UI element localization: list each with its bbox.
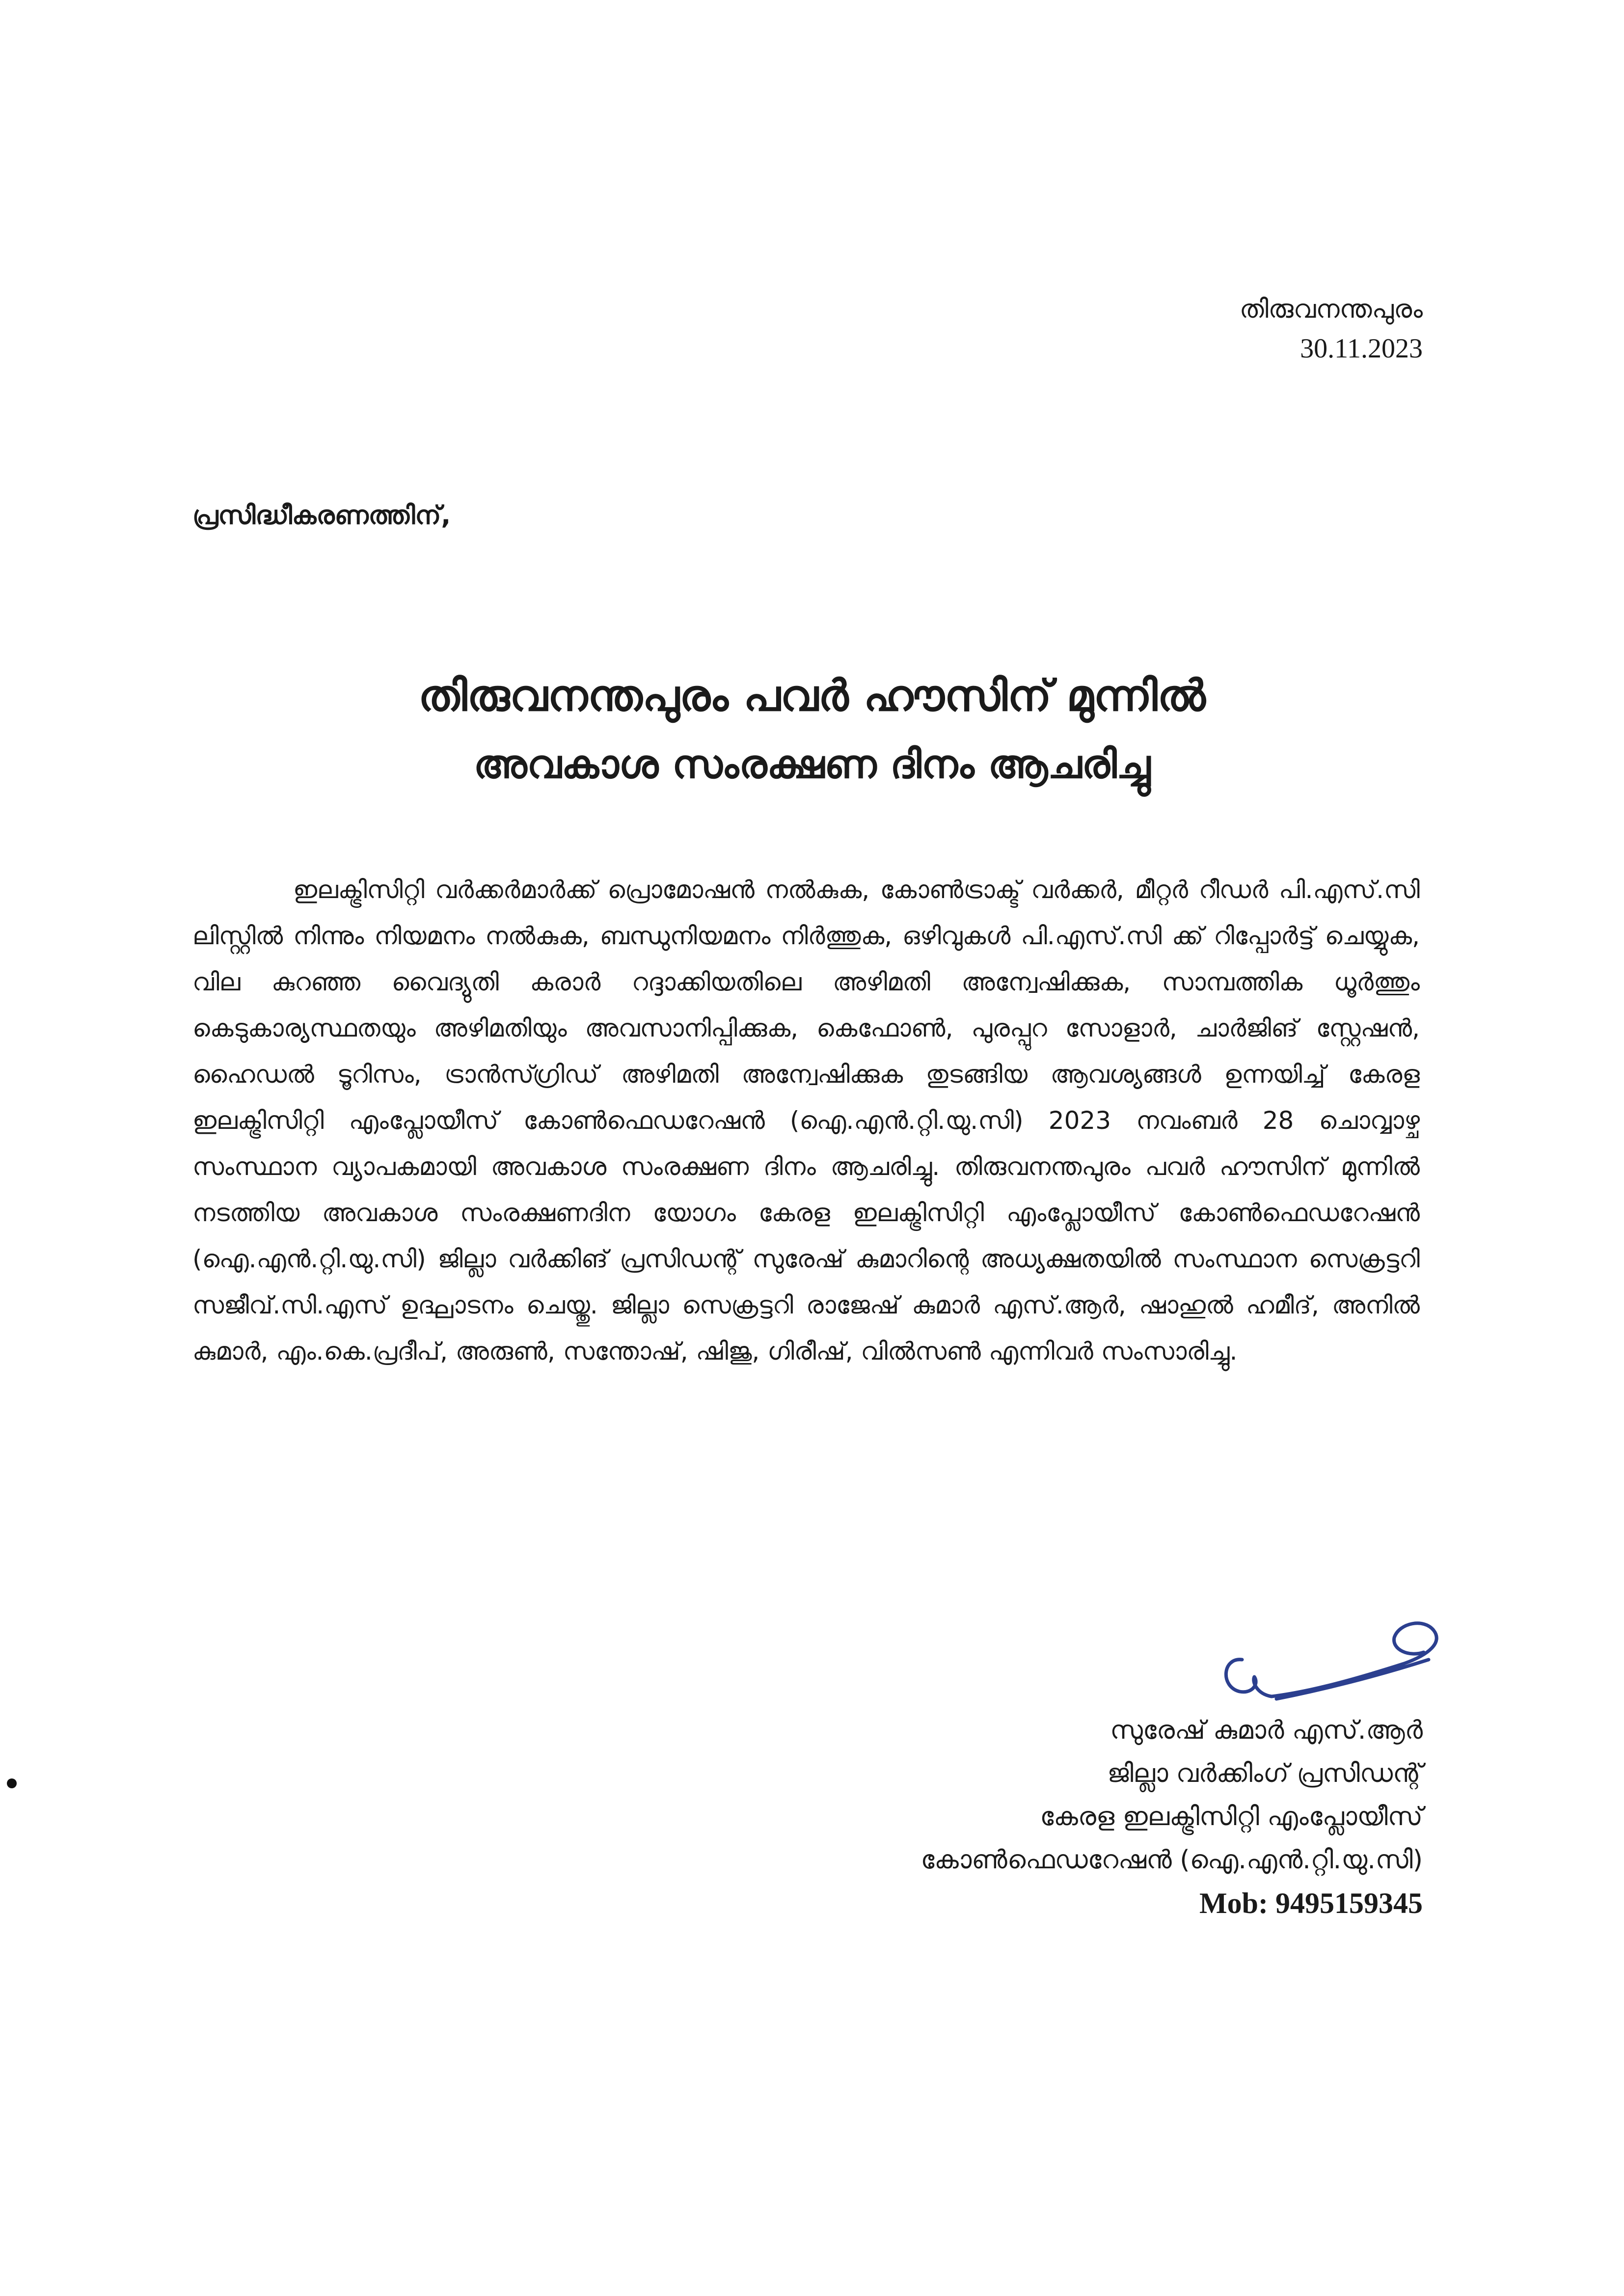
signatory-name: സുരേഷ് കുമാർ എസ്.ആർ bbox=[1110, 1716, 1423, 1745]
headline-line-2: അവകാശ സംരക്ഷണ ദിനം ആചരിച്ചു bbox=[473, 741, 1151, 787]
addressee-line: പ്രസിദ്ധീകരണത്തിന്, bbox=[192, 501, 451, 530]
signatory-designation: ജില്ലാ വർക്കിംഗ് പ്രസിഡന്റ് bbox=[1107, 1759, 1423, 1788]
press-release-body: ഇലക്ട്രിസിറ്റി വർക്കർമാർക്ക് പ്രൊമോഷൻ നൽകുക, കോൺട്രാക്ട് വർക്കർ, മീറ്റർ റീഡർ പി.എസ്.സി ലിസ്റ്റിൽ നിന്നും നിയമനം നൽകുക, ബന്ധുനിയമനം നിർത്തുക, ഒഴിവുകൾ പി.എസ്.സി ക്ക് റിപ്പോർട്ട് ചെയ്യുക, വില കുറഞ്ഞ വൈദ്യുതി കരാർ റദ്ദാക്കിയതിലെ അഴിമതി അന്വേഷിക്കുക, സാമ്പത്തിക ധൂർത്തും കെടുകാര്യസ്ഥതയും അഴിമതിയും അവസാനിപ്പിക്കുക, കെഫോൺ, പുരപ്പുറ സോളാർ, ചാർജിങ് സ്റ്റേഷൻ, ഹൈഡൽ ടൂറിസം, ട്രാൻസ്ഗ്രിഡ് അഴിമതി അന്വേഷിക്കുക തുടങ്ങിയ ആവശ്യങ്ങൾ ഉന്നയിച്ച് കേരള ഇലക്ട്രിസിറ്റി എംപ്ലോയീസ് കോൺഫെഡറേഷൻ (ഐ.എൻ.റ്റി.യു.സി) 2023 നവംബർ 28 ചൊവ്വാഴ്ച സംസ്ഥാന വ്യാപകമായി അവകാശ സംരക്ഷണ ദിനം ആചരിച്ചു. തിരുവനന്തപുരം പവർ ഹൗസിന് മുന്നിൽ നടത്തിയ അവകാശ സംരക്ഷണദിന യോഗം കേരള ഇലക്ട്രിസിറ്റി എംപ്ലോയീസ് കോൺഫെഡറേഷൻ (ഐ.എൻ.റ്റി.യു.സി) ജില്ലാ വർക്കിങ് പ്രസിഡന്റ് സുരേഷ് കുമാറിന്റെ അധ്യക്ഷതയിൽ സംസ്ഥാന സെക്രട്ടറി സജീവ്.സി.എസ് ഉദ്ഘാടനം ചെയ്തു. ജില്ലാ സെക്രട്ടറി രാജേഷ് കുമാർ എസ്.ആർ, ഷാഹുൽ ഹമീദ്, അനിൽ കുമാർ, എം.കെ.പ്രദീപ്, അരുൺ, സന്തോഷ്, ഷിജു, ഗിരീഷ്, വിൽസൺ എന്നിവർ സംസാരിച്ചു. bbox=[192, 875, 1420, 1366]
date-text: 30.11.2023 bbox=[1300, 333, 1423, 364]
signatory-organization: കേരള ഇലക്ട്രിസിറ്റി എംപ്ലോയീസ് bbox=[1040, 1802, 1423, 1831]
headline-line-1: തിരുവനന്തപുരം പവർ ഹൗസിന് മുന്നിൽ bbox=[418, 670, 1206, 721]
place-date-block bbox=[1240, 290, 1423, 368]
place-text: തിരുവനന്തപുരം bbox=[1239, 295, 1423, 324]
signature-block bbox=[920, 1709, 1423, 1925]
signatory-organization-line2: കോൺഫെഡറേഷൻ (ഐ.എൻ.റ്റി.യു.സി) bbox=[920, 1845, 1423, 1875]
signatory-mobile: Mob: 9495159345 bbox=[1199, 1887, 1423, 1919]
handwritten-signature bbox=[1213, 1596, 1448, 1723]
scan-speck bbox=[7, 1778, 17, 1788]
